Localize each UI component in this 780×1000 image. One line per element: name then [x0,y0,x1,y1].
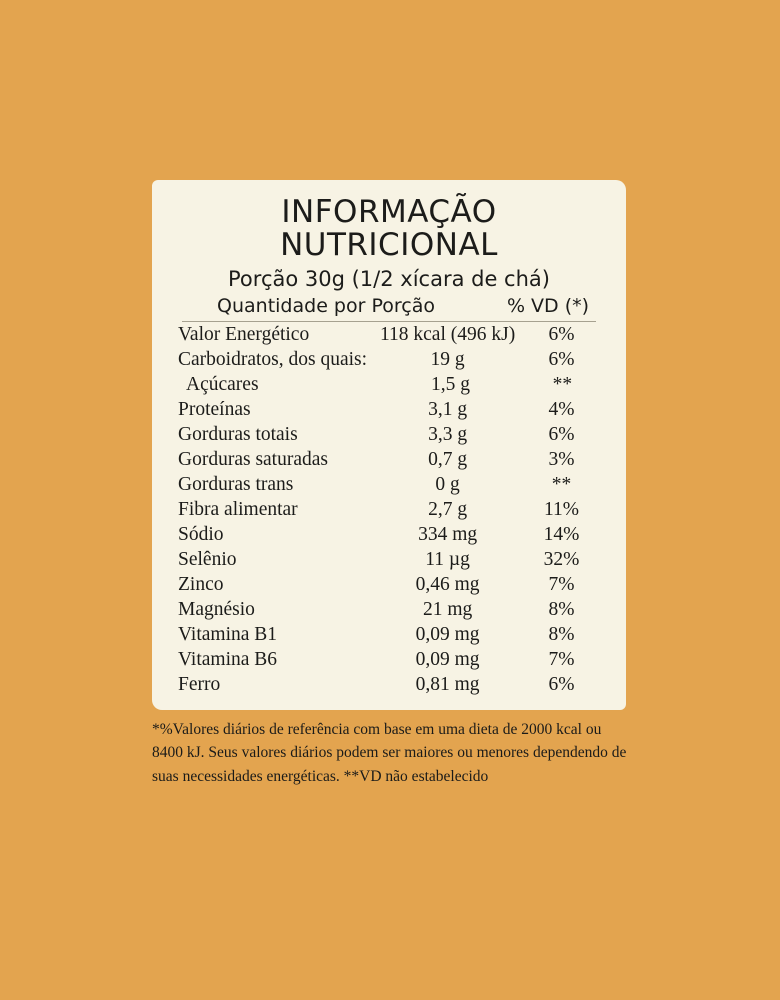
nutrient-amount: 2,7 g [428,499,468,521]
table-row [172,624,606,649]
table-row [172,324,606,349]
table-row [172,499,606,524]
nutrient-dv: 6% [548,674,575,696]
nutrient-dv: 32% [543,549,580,571]
table-row [172,474,606,499]
nutrition-facts-card [152,180,626,710]
nutrient-name: Vitamina B6 [178,649,278,671]
table-row [172,649,606,674]
footnote-text: *%Valores diários de referência com base em uma dieta de 2000 kcal ou 8400 kJ. Seus valores diários podem ser maiores ou menores dependendo de suas necessidades energéticas. **VD não estabelecido [152,721,627,785]
table-row [172,449,606,474]
nutrient-name: Magnésio [178,599,255,621]
nutrient-dv: 3% [548,449,575,471]
nutrient-name: Fibra alimentar [178,499,298,521]
nutrient-dv: 14% [543,524,580,546]
nutrient-name: Açúcares [186,374,259,396]
nutrient-name: Gorduras trans [178,474,294,496]
nutrient-dv: ** [551,474,572,496]
nutrient-amount: 0,81 mg [415,674,480,696]
header-divider [182,321,596,322]
nutrient-dv: 7% [548,574,575,596]
nutrient-amount: 0,46 mg [415,574,480,596]
nutrient-dv: 8% [548,624,575,646]
table-row [172,399,606,424]
nutrient-dv: 8% [548,599,575,621]
nutrient-dv: 11% [544,499,580,521]
nutrient-amount: 19 g [430,349,465,371]
nutrient-dv: 6% [548,424,575,446]
table-header [172,295,606,317]
nutrient-name: Zinco [178,574,224,596]
nutrient-table [172,324,606,699]
nutrient-amount: 0,09 mg [415,624,480,646]
nutrient-name: Sódio [178,524,224,546]
nutrient-amount: 334 mg [418,524,478,546]
table-row [172,599,606,624]
table-row [172,674,606,699]
column-header-quantity: Quantidade por Porção [217,295,435,318]
column-header-daily-value: % VD (*) [506,295,590,318]
table-row [172,424,606,449]
page-title: INFORMAÇÃO NUTRICIONAL [280,194,498,263]
nutrient-amount: 11 µg [425,549,470,571]
nutrient-amount: 3,3 g [428,424,468,446]
nutrient-dv: 4% [548,399,575,421]
table-row [172,524,606,549]
table-row [172,549,606,574]
nutrient-dv: 7% [548,649,575,671]
table-row [172,374,606,399]
nutrient-amount: 118 kcal (496 kJ) [379,324,516,346]
nutrient-amount: 1,5 g [431,374,471,396]
nutrient-name: Selênio [178,549,237,571]
nutrient-dv: 6% [548,349,575,371]
nutrient-dv: 6% [548,324,575,346]
table-row [172,574,606,599]
nutrient-name: Ferro [178,674,221,696]
nutrient-name: Proteínas [178,399,251,421]
nutrient-name: Valor Energético [178,324,310,346]
nutrient-amount: 3,1 g [428,399,468,421]
nutrient-amount: 0 g [435,474,460,496]
nutrient-name: Carboidratos, dos quais: [178,349,368,371]
nutrient-amount: 0,7 g [428,449,468,471]
nutrient-name: Gorduras totais [178,424,298,446]
nutrient-amount: 0,09 mg [415,649,480,671]
nutrient-name: Vitamina B1 [178,624,278,646]
table-row [172,349,606,374]
nutrient-name: Gorduras saturadas [178,449,328,471]
serving-size: Porção 30g (1/2 xícara de chá) [228,267,550,292]
nutrient-amount: 21 mg [422,599,473,621]
nutrition-facts-content [152,180,626,699]
nutrient-dv: ** [552,374,573,396]
